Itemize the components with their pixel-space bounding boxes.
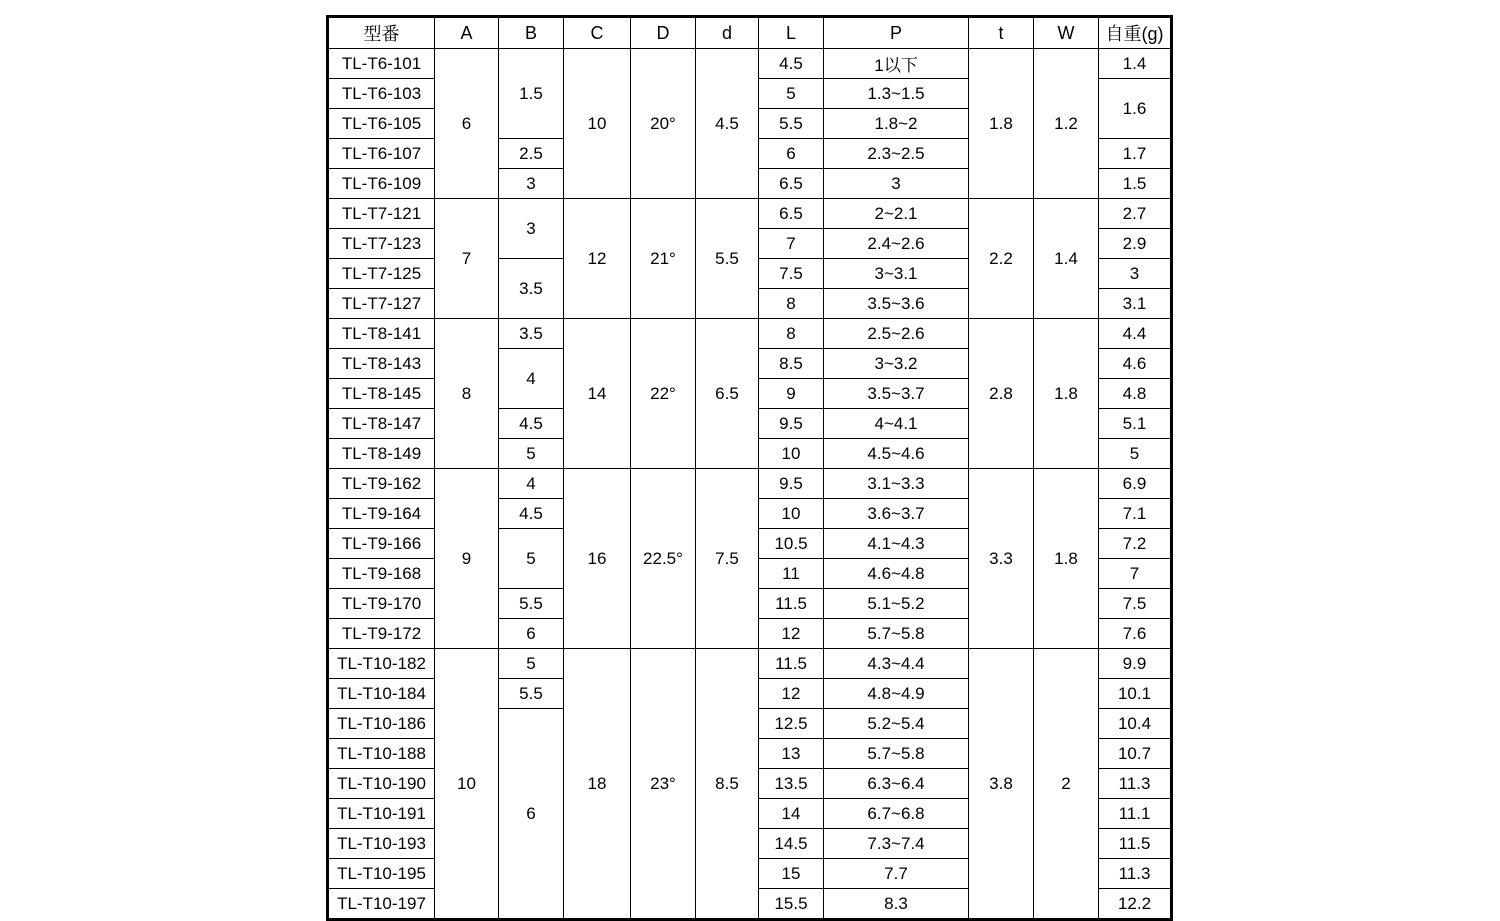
model-cell: TL-T8-145 — [328, 379, 435, 409]
header-d-angle: D — [631, 17, 696, 49]
model-cell: TL-T10-193 — [328, 829, 435, 859]
p-cell: 3~3.2 — [824, 349, 969, 379]
b-cell: 3 — [499, 169, 564, 199]
table-row — [328, 49, 1172, 79]
d-cell: 5.5 — [696, 199, 759, 319]
weight-cell: 3 — [1099, 259, 1172, 289]
header-b: B — [499, 17, 564, 49]
weight-cell: 10.7 — [1099, 739, 1172, 769]
p-cell: 5.2~5.4 — [824, 709, 969, 739]
a-cell: 10 — [435, 649, 499, 920]
weight-cell: 7.5 — [1099, 589, 1172, 619]
l-cell: 11 — [759, 559, 824, 589]
p-cell: 6.3~6.4 — [824, 769, 969, 799]
a-cell: 6 — [435, 49, 499, 199]
l-cell: 9.5 — [759, 469, 824, 499]
b-cell: 4 — [499, 469, 564, 499]
weight-cell: 7.2 — [1099, 529, 1172, 559]
p-cell: 3~3.1 — [824, 259, 969, 289]
p-cell: 3 — [824, 169, 969, 199]
l-cell: 13 — [759, 739, 824, 769]
b-cell: 6 — [499, 619, 564, 649]
weight-cell: 10.4 — [1099, 709, 1172, 739]
weight-cell: 10.1 — [1099, 679, 1172, 709]
weight-cell: 11.3 — [1099, 859, 1172, 889]
l-cell: 6.5 — [759, 199, 824, 229]
table-row — [328, 469, 1172, 499]
c-cell: 10 — [564, 49, 631, 199]
l-cell: 14 — [759, 799, 824, 829]
l-cell: 15.5 — [759, 889, 824, 920]
p-cell: 8.3 — [824, 889, 969, 920]
weight-cell: 12.2 — [1099, 889, 1172, 920]
model-cell: TL-T10-195 — [328, 859, 435, 889]
b-cell: 4.5 — [499, 499, 564, 529]
model-cell: TL-T7-121 — [328, 199, 435, 229]
model-cell: TL-T7-125 — [328, 259, 435, 289]
weight-cell: 9.9 — [1099, 649, 1172, 679]
b-cell: 4.5 — [499, 409, 564, 439]
w-cell: 1.8 — [1034, 469, 1099, 649]
d-angle-cell: 20° — [631, 49, 696, 199]
model-cell: TL-T8-149 — [328, 439, 435, 469]
weight-cell: 4.8 — [1099, 379, 1172, 409]
p-cell: 5.7~5.8 — [824, 739, 969, 769]
model-cell: TL-T10-186 — [328, 709, 435, 739]
l-cell: 8.5 — [759, 349, 824, 379]
c-cell: 12 — [564, 199, 631, 319]
p-cell: 4.5~4.6 — [824, 439, 969, 469]
p-cell: 2.4~2.6 — [824, 229, 969, 259]
d-angle-cell: 22° — [631, 319, 696, 469]
p-cell: 1.8~2 — [824, 109, 969, 139]
weight-cell: 11.1 — [1099, 799, 1172, 829]
p-cell: 3.5~3.7 — [824, 379, 969, 409]
model-cell: TL-T9-166 — [328, 529, 435, 559]
b-cell: 4 — [499, 349, 564, 409]
weight-cell: 3.1 — [1099, 289, 1172, 319]
b-cell: 6 — [499, 709, 564, 920]
weight-cell: 7 — [1099, 559, 1172, 589]
l-cell: 10.5 — [759, 529, 824, 559]
weight-cell: 6.9 — [1099, 469, 1172, 499]
l-cell: 5.5 — [759, 109, 824, 139]
p-cell: 1以下 — [824, 49, 969, 79]
a-cell: 8 — [435, 319, 499, 469]
model-cell: TL-T10-191 — [328, 799, 435, 829]
d-cell: 6.5 — [696, 319, 759, 469]
b-cell: 5.5 — [499, 679, 564, 709]
model-cell: TL-T8-143 — [328, 349, 435, 379]
t-cell: 3.3 — [969, 469, 1034, 649]
b-cell: 2.5 — [499, 139, 564, 169]
model-cell: TL-T6-107 — [328, 139, 435, 169]
model-cell: TL-T9-168 — [328, 559, 435, 589]
weight-cell: 1.6 — [1099, 79, 1172, 139]
l-cell: 13.5 — [759, 769, 824, 799]
b-cell: 3 — [499, 199, 564, 259]
weight-cell: 11.3 — [1099, 769, 1172, 799]
spec-table-container — [326, 15, 1173, 921]
model-cell: TL-T10-184 — [328, 679, 435, 709]
l-cell: 10 — [759, 439, 824, 469]
d-cell: 8.5 — [696, 649, 759, 920]
header-model: 型番 — [328, 17, 435, 49]
c-cell: 18 — [564, 649, 631, 920]
w-cell: 1.2 — [1034, 49, 1099, 199]
l-cell: 10 — [759, 499, 824, 529]
header-a: A — [435, 17, 499, 49]
model-cell: TL-T10-182 — [328, 649, 435, 679]
model-cell: TL-T9-172 — [328, 619, 435, 649]
b-cell: 3.5 — [499, 319, 564, 349]
l-cell: 5 — [759, 79, 824, 109]
a-cell: 9 — [435, 469, 499, 649]
model-cell: TL-T6-101 — [328, 49, 435, 79]
c-cell: 16 — [564, 469, 631, 649]
l-cell: 8 — [759, 289, 824, 319]
p-cell: 2.5~2.6 — [824, 319, 969, 349]
d-cell: 4.5 — [696, 49, 759, 199]
model-cell: TL-T6-105 — [328, 109, 435, 139]
p-cell: 4.3~4.4 — [824, 649, 969, 679]
p-cell: 6.7~6.8 — [824, 799, 969, 829]
header-c: C — [564, 17, 631, 49]
model-cell: TL-T9-170 — [328, 589, 435, 619]
model-cell: TL-T10-197 — [328, 889, 435, 920]
l-cell: 12.5 — [759, 709, 824, 739]
p-cell: 3.6~3.7 — [824, 499, 969, 529]
l-cell: 9 — [759, 379, 824, 409]
b-cell: 3.5 — [499, 259, 564, 319]
p-cell: 7.7 — [824, 859, 969, 889]
d-angle-cell: 21° — [631, 199, 696, 319]
model-cell: TL-T6-109 — [328, 169, 435, 199]
d-angle-cell: 23° — [631, 649, 696, 920]
l-cell: 8 — [759, 319, 824, 349]
header-w: W — [1034, 17, 1099, 49]
l-cell: 11.5 — [759, 649, 824, 679]
header-p: P — [824, 17, 969, 49]
c-cell: 14 — [564, 319, 631, 469]
weight-cell: 7.6 — [1099, 619, 1172, 649]
model-cell: TL-T8-141 — [328, 319, 435, 349]
p-cell: 4.1~4.3 — [824, 529, 969, 559]
table-row — [328, 649, 1172, 679]
t-cell: 3.8 — [969, 649, 1034, 920]
l-cell: 6.5 — [759, 169, 824, 199]
model-cell: TL-T8-147 — [328, 409, 435, 439]
l-cell: 6 — [759, 139, 824, 169]
l-cell: 11.5 — [759, 589, 824, 619]
weight-cell: 4.4 — [1099, 319, 1172, 349]
weight-cell: 1.5 — [1099, 169, 1172, 199]
p-cell: 3.1~3.3 — [824, 469, 969, 499]
header-row — [328, 17, 1172, 49]
p-cell: 3.5~3.6 — [824, 289, 969, 319]
l-cell: 7 — [759, 229, 824, 259]
weight-cell: 2.9 — [1099, 229, 1172, 259]
b-cell: 5.5 — [499, 589, 564, 619]
spec-table-body — [328, 49, 1172, 920]
weight-cell: 1.4 — [1099, 49, 1172, 79]
t-cell: 2.2 — [969, 199, 1034, 319]
model-cell: TL-T6-103 — [328, 79, 435, 109]
p-cell: 4.6~4.8 — [824, 559, 969, 589]
b-cell: 5 — [499, 439, 564, 469]
spec-table-header — [328, 17, 1172, 49]
l-cell: 12 — [759, 619, 824, 649]
p-cell: 4~4.1 — [824, 409, 969, 439]
table-row — [328, 319, 1172, 349]
model-cell: TL-T10-188 — [328, 739, 435, 769]
t-cell: 2.8 — [969, 319, 1034, 469]
l-cell: 12 — [759, 679, 824, 709]
p-cell: 4.8~4.9 — [824, 679, 969, 709]
header-l: L — [759, 17, 824, 49]
p-cell: 2~2.1 — [824, 199, 969, 229]
weight-cell: 11.5 — [1099, 829, 1172, 859]
model-cell: TL-T10-190 — [328, 769, 435, 799]
l-cell: 4.5 — [759, 49, 824, 79]
table-row — [328, 199, 1172, 229]
model-cell: TL-T9-162 — [328, 469, 435, 499]
l-cell: 9.5 — [759, 409, 824, 439]
p-cell: 5.7~5.8 — [824, 619, 969, 649]
p-cell: 1.3~1.5 — [824, 79, 969, 109]
weight-cell: 5 — [1099, 439, 1172, 469]
spec-table — [326, 15, 1173, 921]
weight-cell: 1.7 — [1099, 139, 1172, 169]
l-cell: 15 — [759, 859, 824, 889]
w-cell: 1.4 — [1034, 199, 1099, 319]
w-cell: 1.8 — [1034, 319, 1099, 469]
p-cell: 5.1~5.2 — [824, 589, 969, 619]
p-cell: 2.3~2.5 — [824, 139, 969, 169]
b-cell: 5 — [499, 529, 564, 589]
p-cell: 7.3~7.4 — [824, 829, 969, 859]
model-cell: TL-T7-123 — [328, 229, 435, 259]
model-cell: TL-T9-164 — [328, 499, 435, 529]
b-cell: 5 — [499, 649, 564, 679]
weight-cell: 5.1 — [1099, 409, 1172, 439]
d-cell: 7.5 — [696, 469, 759, 649]
weight-cell: 4.6 — [1099, 349, 1172, 379]
t-cell: 1.8 — [969, 49, 1034, 199]
a-cell: 7 — [435, 199, 499, 319]
l-cell: 14.5 — [759, 829, 824, 859]
l-cell: 7.5 — [759, 259, 824, 289]
weight-cell: 7.1 — [1099, 499, 1172, 529]
model-cell: TL-T7-127 — [328, 289, 435, 319]
b-cell: 1.5 — [499, 49, 564, 139]
header-weight: 自重(g) — [1099, 17, 1172, 49]
weight-cell: 2.7 — [1099, 199, 1172, 229]
header-d: d — [696, 17, 759, 49]
d-angle-cell: 22.5° — [631, 469, 696, 649]
w-cell: 2 — [1034, 649, 1099, 920]
header-t: t — [969, 17, 1034, 49]
